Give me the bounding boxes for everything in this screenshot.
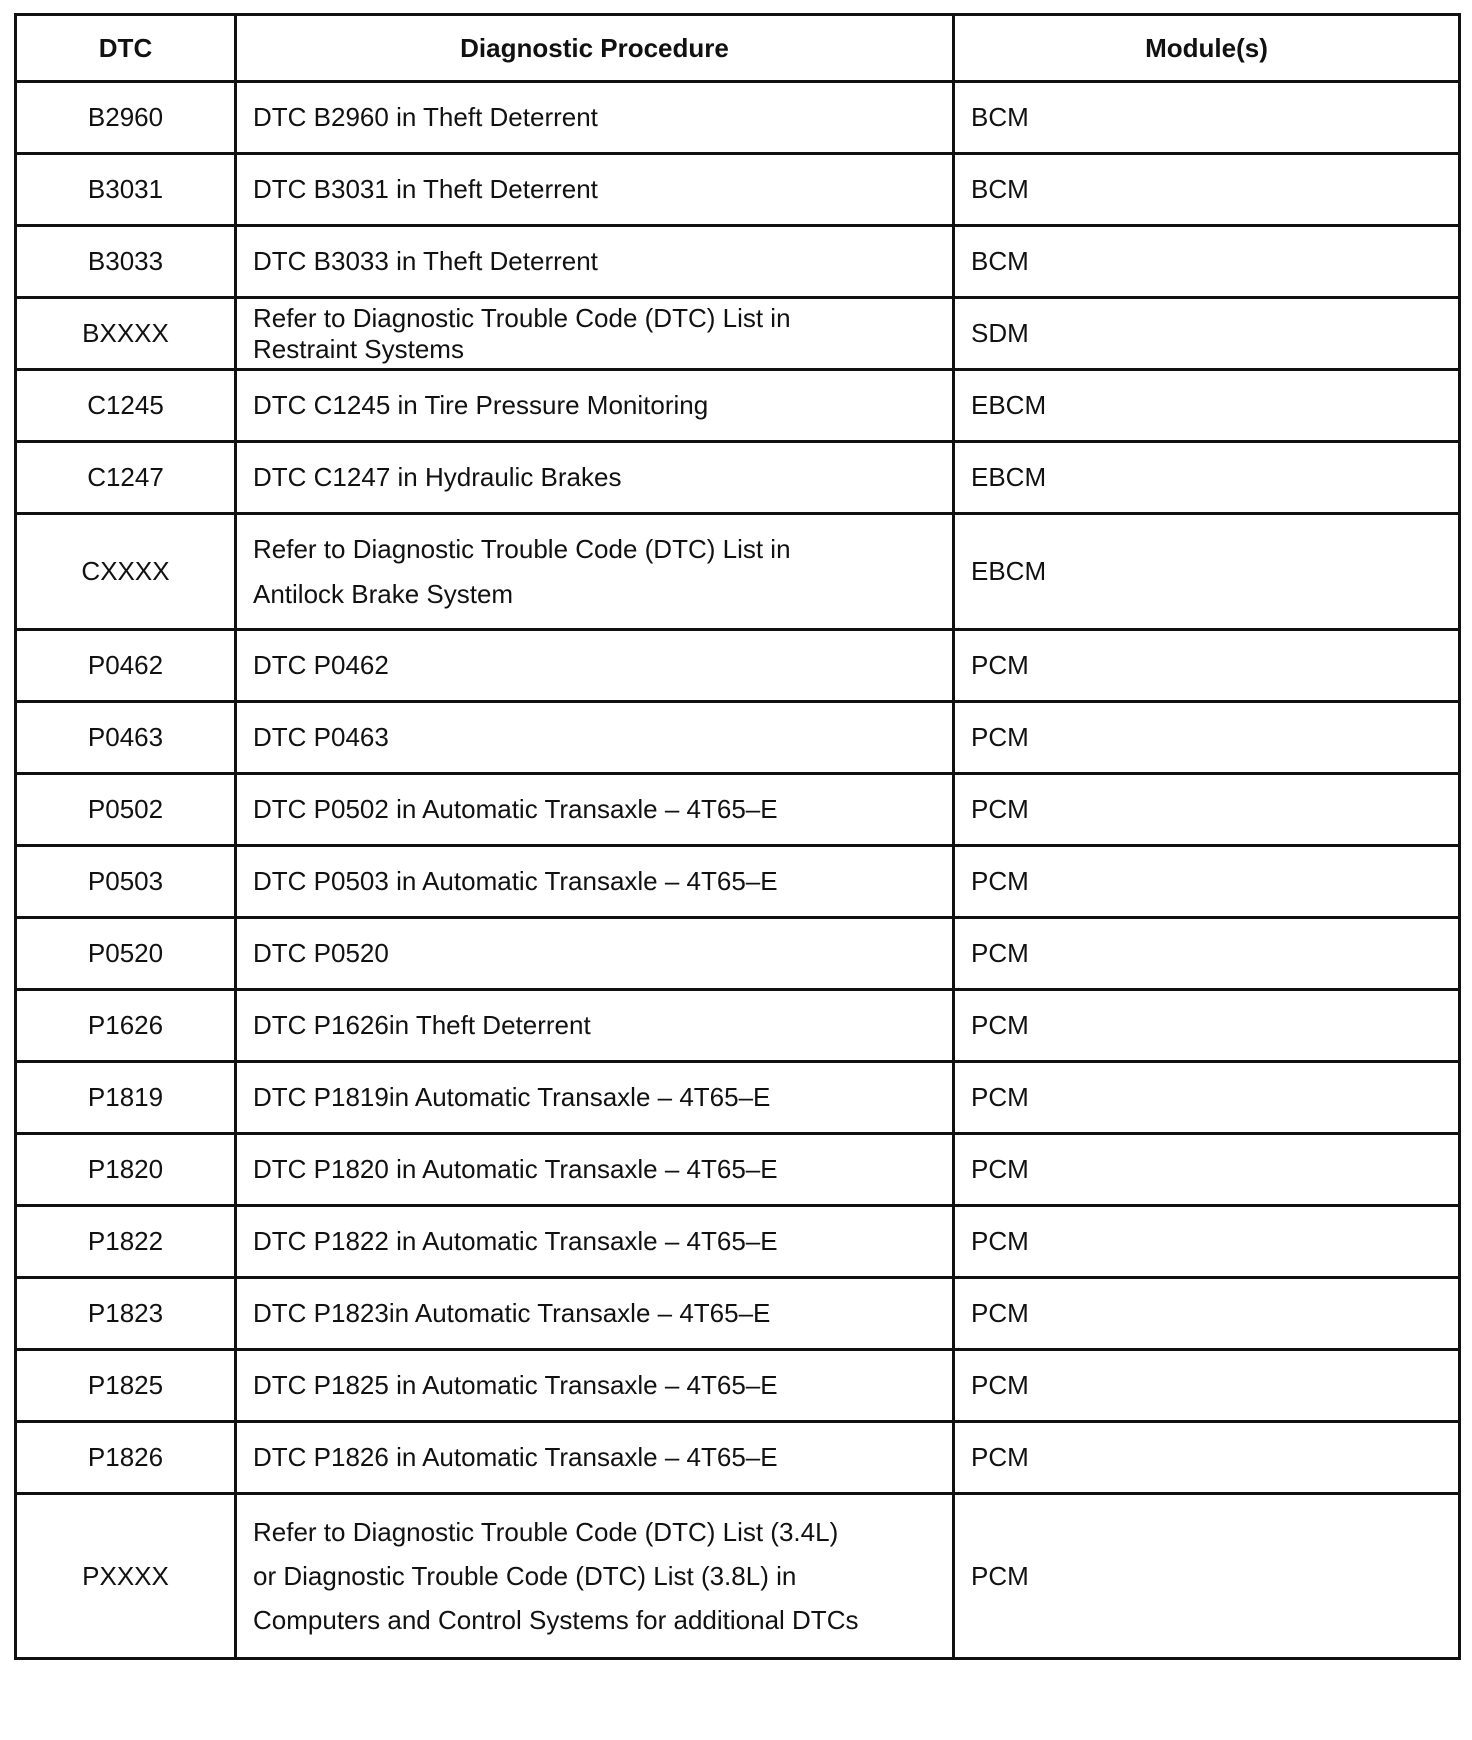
cell-diagnostic-procedure — [236, 774, 954, 846]
cell-module: PCM — [954, 918, 1460, 990]
table-row — [16, 918, 1460, 990]
table-row — [16, 226, 1460, 298]
table-row — [16, 630, 1460, 702]
cell-module: PCM — [954, 1422, 1460, 1494]
table-row — [16, 990, 1460, 1062]
procedure-line: DTC P1826 in Automatic Transaxle – 4T65–E — [253, 1442, 778, 1472]
table-row — [16, 514, 1460, 630]
table-row — [16, 298, 1460, 370]
procedure-line: DTC B3031 in Theft Deterrent — [253, 174, 598, 204]
cell-module: BCM — [954, 154, 1460, 226]
table-row — [16, 1422, 1460, 1494]
table-body — [16, 82, 1460, 1659]
table-row — [16, 154, 1460, 226]
table-row — [16, 1206, 1460, 1278]
procedure-line: DTC P1823in Automatic Transaxle – 4T65–E — [253, 1298, 771, 1328]
table-header — [16, 15, 1460, 82]
cell-diagnostic-procedure — [236, 846, 954, 918]
table-row — [16, 846, 1460, 918]
cell-diagnostic-procedure — [236, 1278, 954, 1350]
cell-diagnostic-procedure — [236, 514, 954, 630]
procedure-line: Refer to Diagnostic Trouble Code (DTC) List in — [253, 533, 791, 564]
cell-dtc: P0462 — [16, 630, 236, 702]
cell-dtc: P0463 — [16, 702, 236, 774]
cell-dtc: B2960 — [16, 82, 236, 154]
cell-dtc: P1822 — [16, 1206, 236, 1278]
cell-dtc: C1245 — [16, 370, 236, 442]
procedure-line: DTC P0463 — [253, 722, 389, 752]
cell-diagnostic-procedure — [236, 1134, 954, 1206]
procedure-line: DTC B3033 in Theft Deterrent — [253, 246, 598, 276]
cell-diagnostic-procedure — [236, 918, 954, 990]
cell-module: PCM — [954, 1206, 1460, 1278]
cell-dtc: C1247 — [16, 442, 236, 514]
table-row — [16, 1494, 1460, 1659]
cell-module: BCM — [954, 82, 1460, 154]
table-row — [16, 702, 1460, 774]
cell-dtc: P0520 — [16, 918, 236, 990]
cell-module: PCM — [954, 774, 1460, 846]
cell-dtc: PXXXX — [16, 1494, 236, 1659]
procedure-line: DTC B2960 in Theft Deterrent — [253, 102, 598, 132]
cell-dtc: B3033 — [16, 226, 236, 298]
cell-dtc: P0503 — [16, 846, 236, 918]
table-row — [16, 1134, 1460, 1206]
table-row — [16, 370, 1460, 442]
cell-diagnostic-procedure — [236, 82, 954, 154]
procedure-line: DTC P1626in Theft Deterrent — [253, 1010, 591, 1040]
procedure-line: Restraint Systems — [253, 333, 464, 364]
dtc-table — [14, 13, 1461, 1660]
header-row — [16, 15, 1460, 82]
table-row — [16, 82, 1460, 154]
cell-diagnostic-procedure — [236, 442, 954, 514]
cell-dtc: P1820 — [16, 1134, 236, 1206]
cell-diagnostic-procedure — [236, 702, 954, 774]
cell-diagnostic-procedure — [236, 226, 954, 298]
procedure-line: DTC C1245 in Tire Pressure Monitoring — [253, 390, 709, 420]
table-row — [16, 1278, 1460, 1350]
cell-dtc: B3031 — [16, 154, 236, 226]
procedure-line: Computers and Control Systems for additional DTCs — [253, 1605, 859, 1635]
cell-module: EBCM — [954, 370, 1460, 442]
cell-diagnostic-procedure — [236, 154, 954, 226]
cell-module: PCM — [954, 1062, 1460, 1134]
procedure-line: DTC P1820 in Automatic Transaxle – 4T65–E — [253, 1154, 778, 1184]
cell-module: EBCM — [954, 442, 1460, 514]
procedure-line: DTC P0503 in Automatic Transaxle – 4T65–E — [253, 866, 778, 896]
cell-diagnostic-procedure — [236, 1206, 954, 1278]
header-modules: Module(s) — [954, 15, 1460, 82]
procedure-line: DTC P0462 — [253, 650, 389, 680]
procedure-line: DTC P1822 in Automatic Transaxle – 4T65–E — [253, 1226, 778, 1256]
procedure-line: DTC P0520 — [253, 938, 389, 968]
cell-dtc: P1823 — [16, 1278, 236, 1350]
cell-dtc: P0502 — [16, 774, 236, 846]
procedure-line: DTC C1247 in Hydraulic Brakes — [253, 462, 622, 492]
procedure-line: DTC P1825 in Automatic Transaxle – 4T65–E — [253, 1370, 778, 1400]
table-row — [16, 1062, 1460, 1134]
cell-diagnostic-procedure — [236, 370, 954, 442]
cell-module: BCM — [954, 226, 1460, 298]
cell-dtc: CXXXX — [16, 514, 236, 630]
table-row — [16, 1350, 1460, 1422]
cell-dtc: P1626 — [16, 990, 236, 1062]
cell-diagnostic-procedure — [236, 990, 954, 1062]
cell-dtc: BXXXX — [16, 298, 236, 370]
cell-module: SDM — [954, 298, 1460, 370]
cell-dtc: P1825 — [16, 1350, 236, 1422]
cell-module: PCM — [954, 702, 1460, 774]
procedure-line: Refer to Diagnostic Trouble Code (DTC) List (3.4L) — [253, 1517, 839, 1547]
procedure-line: Refer to Diagnostic Trouble Code (DTC) List in — [253, 302, 791, 333]
cell-module: PCM — [954, 1494, 1460, 1659]
cell-module: PCM — [954, 1134, 1460, 1206]
cell-module: PCM — [954, 1278, 1460, 1350]
cell-diagnostic-procedure — [236, 1494, 954, 1659]
procedure-line: Antilock Brake System — [253, 578, 514, 609]
table-row — [16, 442, 1460, 514]
cell-diagnostic-procedure — [236, 1350, 954, 1422]
cell-module: PCM — [954, 1350, 1460, 1422]
cell-module: PCM — [954, 990, 1460, 1062]
cell-dtc: P1826 — [16, 1422, 236, 1494]
cell-diagnostic-procedure — [236, 1062, 954, 1134]
procedure-line: DTC P0502 in Automatic Transaxle – 4T65–E — [253, 794, 778, 824]
cell-diagnostic-procedure — [236, 630, 954, 702]
cell-module: PCM — [954, 846, 1460, 918]
cell-dtc: P1819 — [16, 1062, 236, 1134]
cell-diagnostic-procedure — [236, 298, 954, 370]
cell-module: PCM — [954, 630, 1460, 702]
cell-diagnostic-procedure — [236, 1422, 954, 1494]
table-row — [16, 774, 1460, 846]
header-dtc: DTC — [16, 15, 236, 82]
header-diagnostic-procedure: Diagnostic Procedure — [236, 15, 954, 82]
cell-module: EBCM — [954, 514, 1460, 630]
procedure-line: or Diagnostic Trouble Code (DTC) List (3.8L) in — [253, 1561, 797, 1591]
procedure-line: DTC P1819in Automatic Transaxle – 4T65–E — [253, 1082, 771, 1112]
